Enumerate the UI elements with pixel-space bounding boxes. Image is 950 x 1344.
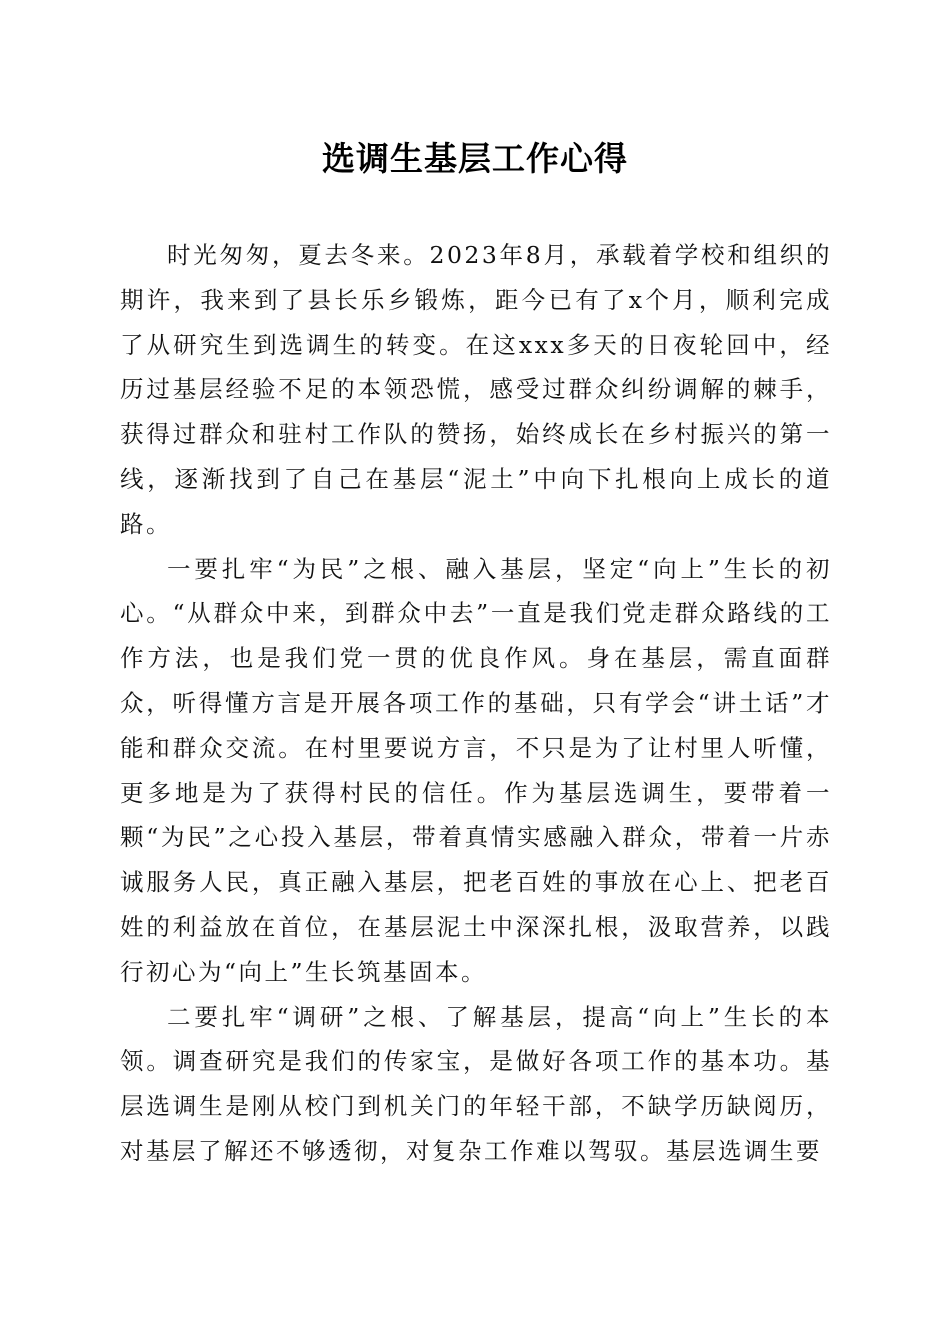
document-body bbox=[120, 233, 832, 1174]
document-title: 选调生基层工作心得 bbox=[322, 139, 628, 178]
paragraph-point-two: 二要扎牢“调研”之根、了解基层，提高“向上”生长的本领。调查研究是我们的传家宝，是做好各项工作的基本功。基层选调生是刚从校门到机关门的年轻干部，不缺学历缺阅历，对基层了解还不够透彻，对复杂工作难以驾驭。基层选调生要 bbox=[120, 1002, 832, 1165]
paragraph-intro: 时光匆匆，夏去冬来。2023年8月，承载着学校和组织的期许，我来到了县长乐乡锻炼，距今已有了x个月，顺利完成了从研究生到选调生的转变。在这xxx多天的日夜轮回中，经历过基层经验不足的本领恐慌，感受过群众纠纷调解的棘手，获得过群众和驻村工作队的赞扬，始终成长在乡村振兴的第一线，逐渐找到了自己在基层“泥土”中向下扎根向上成长的道路。 bbox=[120, 241, 832, 538]
paragraph-point-one: 一要扎牢“为民”之根、融入基层，坚定“向上”生长的初心。“从群众中来，到群众中去”一直是我们党走群众路线的工作方法，也是我们党一贯的优良作风。身在基层，需直面群众，听得懂方言是开展各项工作的基础，只有学会“讲土话”才能和群众交流。在村里要说方言，不只是为了让村里人听懂，更多地是为了获得村民的信任。作为基层选调生，要带着一颗“为民”之心投入基层，带着真情实感融入群众，带着一片赤诚服务人民，真正融入基层，把老百姓的事放在心上、把老百姓的利益放在首位，在基层泥土中深深扎根，汲取营养，以践行初心为“向上”生长筑基固本。 bbox=[120, 554, 832, 986]
